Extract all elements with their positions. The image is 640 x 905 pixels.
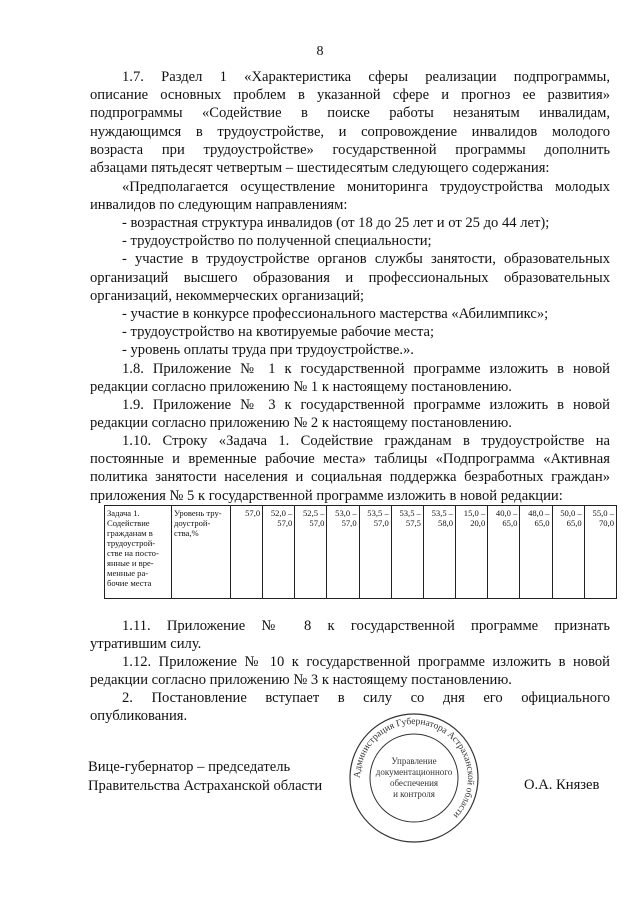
paragraph-1-10	[90, 432, 610, 505]
text-line: 1.8. Приложение № 1 к государственной программе изложить в новой	[122, 361, 610, 377]
text-line: организаций высшего образования и профессиональных образовательных	[90, 269, 610, 286]
text-line: 2. Постановление вступает в силу со дня его официального	[122, 690, 610, 706]
bullet-item: - трудоустройство по полученной специальности;	[122, 233, 432, 250]
paragraph-1-11	[90, 617, 610, 653]
table-row	[105, 506, 617, 599]
signature-name: О.А. Князев	[524, 777, 600, 793]
text-line: подпрограммы «Содействие в поиске работы незанятым инвалидам,	[90, 105, 610, 122]
bullet-item: - уровень оплаты труда при трудоустройстве.».	[122, 342, 414, 359]
paragraph-1-12	[90, 653, 610, 689]
paragraph-1-7	[90, 68, 610, 177]
text-line: 1.10. Строку «Задача 1. Содействие гражданам в трудоустройстве на	[122, 433, 610, 449]
signature-position	[88, 758, 322, 796]
value-cell: 48,0 – 65,0	[520, 506, 552, 599]
value-cell: 57,0	[231, 506, 263, 599]
page-number: 8	[316, 44, 324, 59]
official-stamp	[346, 710, 482, 846]
text-line: редакции согласно приложению № 3 к настоящему постановлению.	[90, 672, 512, 689]
bullet-item: - возрастная структура инвалидов (от 18 до 25 лет и от 25 до 44 лет);	[122, 215, 550, 231]
quote-intro	[90, 178, 610, 214]
text-line: 1.12. Приложение № 10 к государственной программе изложить в новой	[122, 654, 610, 670]
value-cell: 40,0 – 65,0	[488, 506, 520, 599]
text-line: приложения № 5 к государственной программе изложить в новой редакции:	[90, 487, 563, 504]
task-table	[104, 505, 617, 599]
value-cell: 52,5 – 57,0	[295, 506, 327, 599]
signature-position-line: Правительства Астраханской области	[88, 778, 323, 794]
bullet-item: - участие в трудоустройстве органов службы занятости, образовательных	[122, 251, 610, 268]
paragraph-1-8	[90, 360, 610, 396]
stamp-outer-text: Администрация Губернатора Астраханской области	[352, 716, 476, 820]
text-line: описание основных проблем в указанной сфере и прогноз ее развития»	[90, 87, 610, 104]
value-cell: 53,5 – 58,0	[423, 506, 455, 599]
value-cell: 53,5 – 57,5	[391, 506, 423, 599]
text-line: политика занятости населения и социальная поддержка безработных граждан»	[90, 469, 610, 486]
value-cell: 15,0 – 20,0	[456, 506, 488, 599]
text-line: 1.7. Раздел 1 «Характеристика сферы реализации подпрограммы,	[122, 69, 610, 85]
bullet-list	[90, 214, 610, 360]
value-cell: 50,0 – 65,0	[552, 506, 584, 599]
bullet-item: - трудоустройство на квотируемые рабочие места;	[122, 324, 435, 341]
text-line: организаций, некоммерческих организаций;	[90, 287, 365, 304]
value-cell: 55,0 – 70,0	[584, 506, 616, 599]
paragraph-1-9	[90, 396, 610, 432]
text-line: возраста при трудоустройстве» государственной программы дополнить	[90, 141, 610, 158]
task-cell: Задача 1. Содействие гражданам в трудоустрой-стве на посто-янные и вре-менные ра-бочие места	[105, 506, 172, 599]
stamp-line: Управление	[391, 756, 437, 766]
text-line: «Предполагается осуществление мониторинга трудоустройства молодых	[122, 179, 610, 195]
stamp-line: и контроля	[393, 789, 435, 799]
text-line: нуждающимся в трудоустройстве, и сопровождение инвалидов молодого	[90, 123, 610, 140]
indicator-cell: Уровень тру-доустрой-ства,%	[172, 506, 231, 599]
value-cell: 53,5 – 57,0	[359, 506, 391, 599]
text-line: постоянные и временные рабочие места» таблицы «Подпрограмма «Активная	[90, 451, 610, 468]
stamp-line: обеспечения	[389, 778, 439, 788]
text-line: редакции согласно приложению № 1 к настоящему постановлению.	[90, 379, 512, 396]
text-line: инвалидов по следующим направлениям:	[90, 197, 348, 214]
bullet-item: - участие в конкурсе профессионального мастерства «Абилимпикс»;	[122, 306, 549, 323]
text-line: опубликования.	[90, 708, 188, 725]
stamp-line: документационного	[375, 767, 453, 777]
text-line: редакции согласно приложению № 2 к настоящему постановлению.	[90, 415, 512, 432]
value-cell: 52,0 – 57,0	[263, 506, 295, 599]
text-line: утратившим силу.	[90, 636, 202, 653]
value-cell: 53,0 – 57,0	[327, 506, 359, 599]
text-line: 1.9. Приложение № 3 к государственной программе изложить в новой	[122, 397, 610, 413]
signature-position-line: Вице-губернатор – председатель	[88, 759, 291, 775]
text-line: 1.11. Приложение № 8 к государственной программе признать	[122, 618, 610, 634]
text-line: абзацами пятьдесят четвертым – шестидесятым следующего содержания:	[90, 160, 550, 177]
